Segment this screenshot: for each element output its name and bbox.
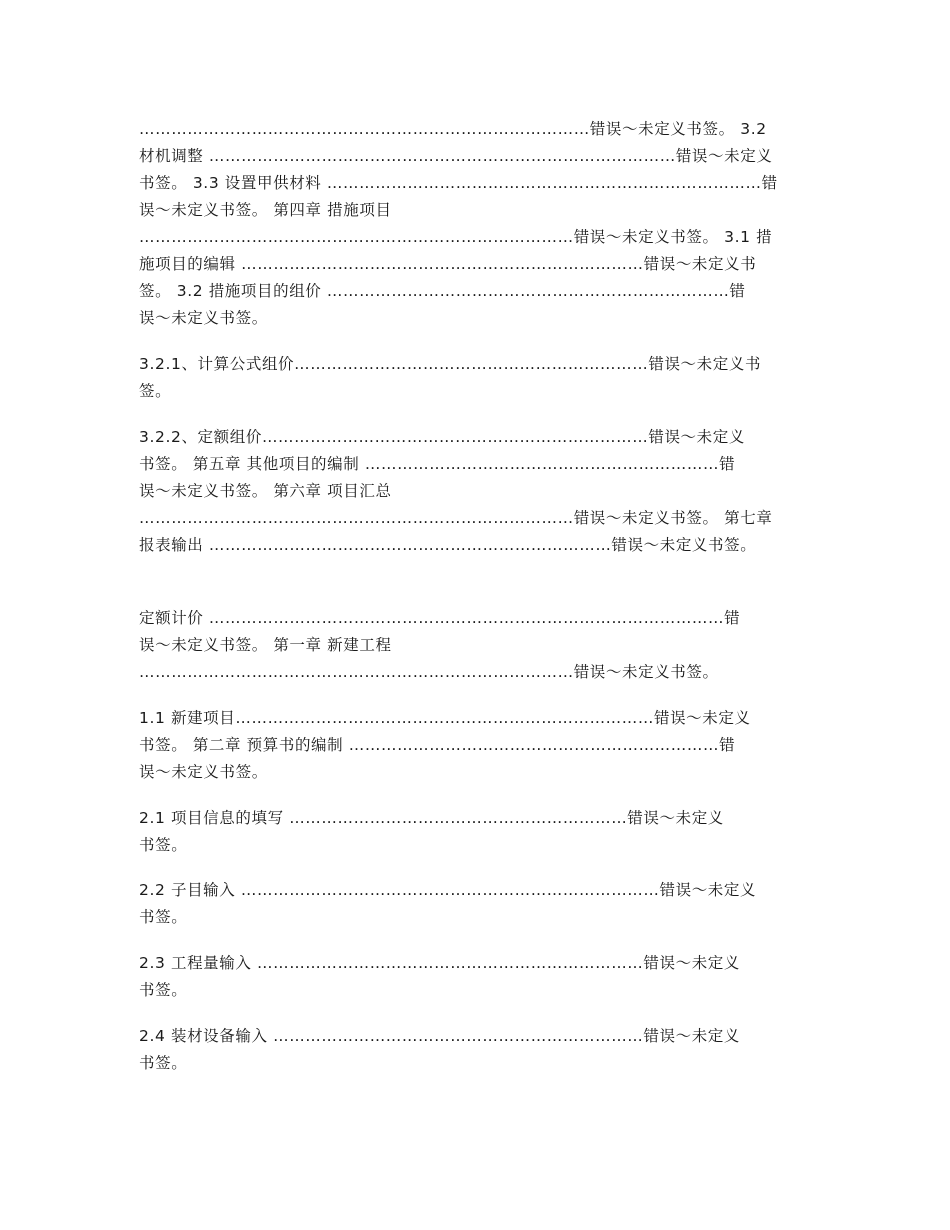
toc-line: 2.2 子目输入 ……………………………………………………………………错误～未定义 bbox=[139, 881, 757, 899]
toc-line: 2.4 装材设备输入 ……………………………………………………………错误～未定义 bbox=[139, 1027, 741, 1045]
toc-line: 书签。 bbox=[139, 836, 188, 854]
toc-line: 书签。 第二章 预算书的编制 ……………………………………………………………错 bbox=[139, 736, 736, 754]
toc-line: 误～未定义书签。 第六章 项目汇总 bbox=[139, 482, 392, 500]
toc-line: ………………………………………………………………………错误～未定义书签。 第七章 bbox=[139, 509, 773, 527]
toc-line: 书签。 第五章 其他项目的编制 …………………………………………………………错 bbox=[139, 455, 736, 473]
toc-line: 2.1 项目信息的填写 ………………………………………………………错误～未定义 bbox=[139, 809, 724, 827]
toc-line: 误～未定义书签。 bbox=[139, 309, 268, 327]
toc-line: …………………………………………………………………………错误～未定义书签。 3.2 bbox=[139, 120, 767, 138]
toc-line: 施项目的编辑 …………………………………………………………………错误～未定义书 bbox=[139, 255, 757, 273]
toc-line: 3.2.2、定额组价………………………………………………………………错误～未定义 bbox=[139, 428, 745, 446]
toc-line: 报表输出 …………………………………………………………………错误～未定义书签。 bbox=[139, 536, 757, 554]
toc-line: 材机调整 ……………………………………………………………………………错误～未定义 bbox=[139, 147, 773, 165]
toc-line: 3.2.1、计算公式组价…………………………………………………………错误～未定义书 bbox=[139, 355, 762, 373]
toc-line: 误～未定义书签。 第四章 措施项目 bbox=[139, 201, 392, 219]
toc-line: 定额计价 ……………………………………………………………………………………错 bbox=[139, 609, 741, 627]
toc-line: 书签。 3.3 设置甲供材料 ………………………………………………………………………错 bbox=[139, 174, 778, 192]
toc-line: 误～未定义书签。 bbox=[139, 763, 268, 781]
toc-line: 书签。 bbox=[139, 981, 188, 999]
toc-line: 误～未定义书签。 第一章 新建工程 bbox=[139, 636, 392, 654]
toc-line: ………………………………………………………………………错误～未定义书签。 3.1 措 bbox=[139, 228, 773, 246]
toc-line: 签。 bbox=[139, 382, 172, 400]
toc-line: ………………………………………………………………………错误～未定义书签。 bbox=[139, 663, 719, 681]
toc-line: 书签。 bbox=[139, 1054, 188, 1072]
toc-line: 书签。 bbox=[139, 908, 188, 926]
toc-line: 1.1 新建项目……………………………………………………………………错误～未定义 bbox=[139, 709, 751, 727]
toc-line: 签。 3.2 措施项目的组价 …………………………………………………………………错 bbox=[139, 282, 746, 300]
toc-line: 2.3 工程量输入 ………………………………………………………………错误～未定义 bbox=[139, 954, 741, 972]
